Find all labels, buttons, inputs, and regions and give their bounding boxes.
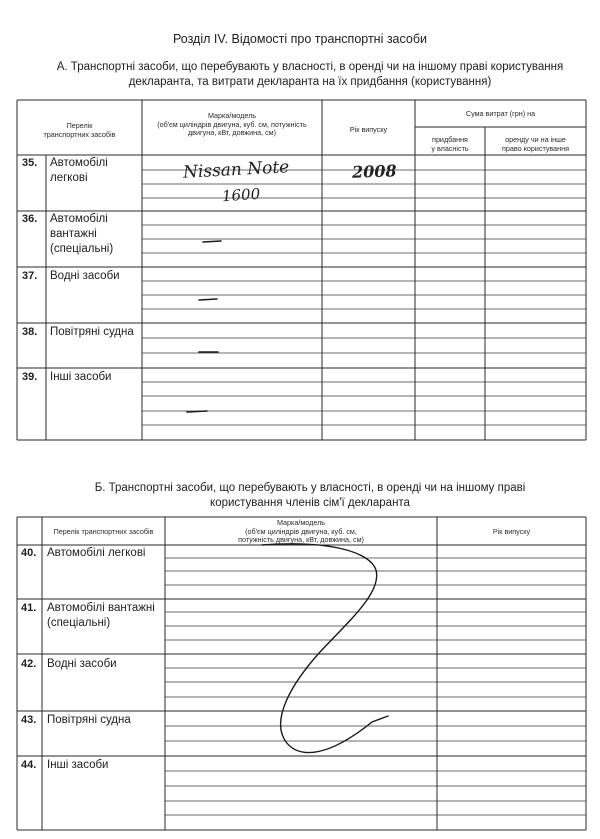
handwritten-year: 2008 xyxy=(351,161,397,182)
table-b-header-year: Рік випуску xyxy=(492,527,531,536)
row-43-label: Повітряні судна xyxy=(47,714,131,726)
row-43-number: 43. xyxy=(21,714,37,726)
row-36-label-line1: Автомобілі xyxy=(50,213,108,225)
row-42-number: 42. xyxy=(21,658,37,670)
header-rent-line2: право користування xyxy=(502,143,569,153)
row-38-number: 38. xyxy=(22,326,38,338)
row-40-label: Автомобілі легкові xyxy=(47,547,146,559)
row-38-label: Повітряні судна xyxy=(50,326,134,338)
row-35-number: 35. xyxy=(22,157,38,169)
header-rent-line1: оренду чи на інше xyxy=(505,135,566,144)
handwritten-engine-volume: 1600 xyxy=(221,184,261,206)
header-model-line1: Марка/модель xyxy=(207,111,257,120)
table-a-header-sum: Сума витрат (грн) на xyxy=(465,109,536,118)
table-b-header-model xyxy=(165,519,437,545)
row-37-number: 37. xyxy=(22,270,38,282)
handwritten-model: Nissan Note xyxy=(182,157,290,183)
row-36-label-line2: вантажні xyxy=(50,228,97,240)
b-header-model-line3: потужність двигуна, кВт, довжина, см) xyxy=(238,535,364,544)
handwritten-strike-mark xyxy=(262,544,388,753)
header-list-line2: транспортних засобів xyxy=(43,129,116,139)
row-41-label-line2: (спеціальні) xyxy=(47,617,111,629)
header-acq-line1: придбання xyxy=(432,135,468,144)
table-b-header-list: Перелік транспортних засобів xyxy=(53,527,154,536)
row-39-label: Інші засоби xyxy=(50,371,112,383)
row-41-label xyxy=(47,601,155,631)
header-model-line3: двигуна, кВт, довжина, см) xyxy=(187,128,277,137)
b-header-model-line2: (об'єм циліндрів двигуна, куб. см, xyxy=(245,526,357,536)
header-list-line1: Перелік xyxy=(66,121,93,130)
row-36-number: 36. xyxy=(22,213,38,225)
b-header-model-line1: Марка/модель xyxy=(276,518,326,527)
part-b-title-line1: Б. Транспортні засоби, що перебувають у власності, в оренді чи на іншому праві xyxy=(94,482,526,494)
row-41-label-line1: Автомобілі вантажні xyxy=(47,602,155,614)
row-36-label-line3: (спеціальні) xyxy=(50,243,114,255)
part-b-title-line2: користування членів сім'ї декларанта xyxy=(210,497,410,509)
row-37-label: Водні засоби xyxy=(50,270,120,282)
row-35-label-line1: Автомобілі xyxy=(50,157,108,169)
row-39-number: 39. xyxy=(22,371,38,383)
section-title: Розділ IV. Відомості про транспортні засоби xyxy=(172,32,427,46)
row-44-number: 44. xyxy=(21,759,37,771)
header-model-line2: (об'єм циліндрів двигуна, куб. см, потужність xyxy=(157,119,307,129)
row-41-number: 41. xyxy=(21,602,37,614)
part-a-title-line1: А. Транспортні засоби, що перебувають у власності, в оренді чи на іншому праві користування xyxy=(56,61,564,73)
row-35-label-line2: легкові xyxy=(50,172,88,184)
table-a-header-year: Рік випуску xyxy=(349,125,388,134)
row-42-label: Водні засоби xyxy=(47,658,117,670)
part-a-title-line2: декларанта, та витрати декларанта на їх придбання (користування) xyxy=(128,76,492,88)
header-acq-line2: у власність xyxy=(431,143,469,153)
row-40-number: 40. xyxy=(21,547,37,559)
row-44-label: Інші засоби xyxy=(47,759,109,771)
